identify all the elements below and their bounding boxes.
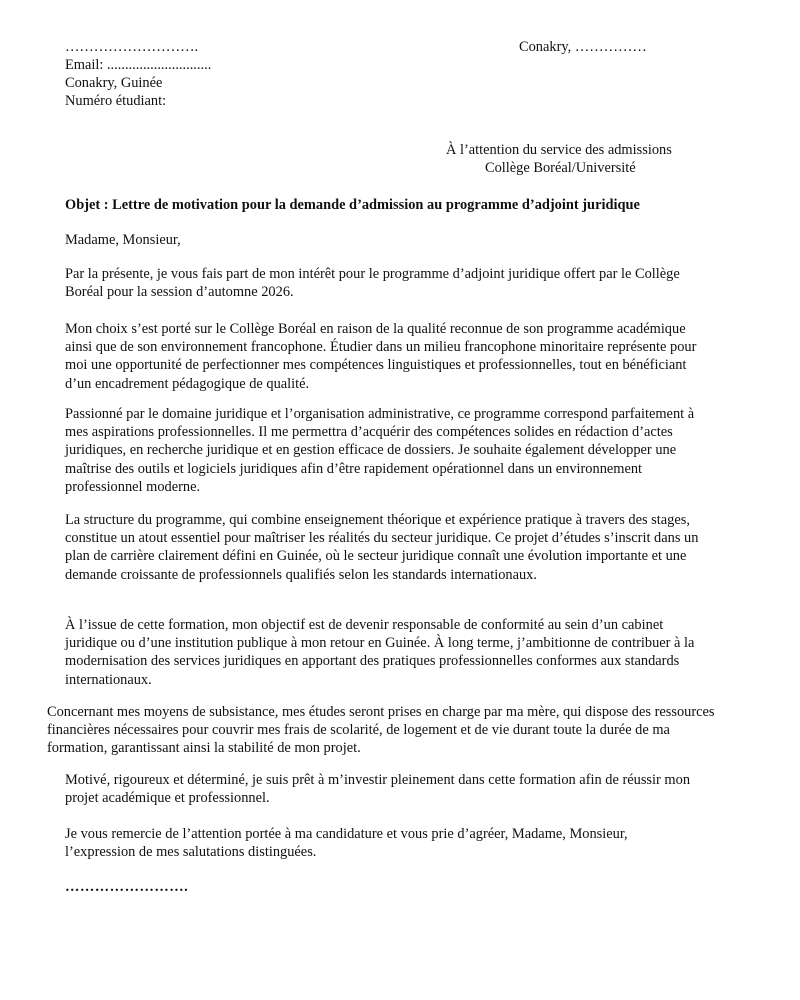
paragraph-motivation: Motivé, rigoureux et déterminé, je suis prêt à m’investir pleinement dans cette formation afin de réussir mon projet académique et professionnel. [65, 772, 691, 807]
subject-line: Objet : Lettre de motivation pour la demande d’admission au programme d’adjoint juridique [65, 197, 640, 213]
paragraph-structure: La structure du programme, qui combine enseignement théorique et expérience pratique à travers des stages, constitue un atout essentiel pour maîtriser les réalités du secteur juridique. Ce projet d’études s’inscrit dans un plan de carrière clairement défini en Guinée, où le secteur juridique connaît une évolution importante et une demande croissante de professionnels qualifiés selon les standards internationaux. [65, 512, 699, 583]
sender-student-number: Numéro étudiant: [65, 93, 167, 109]
signature-placeholder: ……………………. [65, 879, 189, 895]
paragraph-subsistence: Concernant mes moyens de subsistance, mes études seront prises en charge par ma mère, qui dispose des ressources financières nécessaires pour couvrir mes frais de scolarité, de logement et de vie durant toute la durée de ma formation, garantissant ainsi la stabilité de mon projet. [47, 704, 715, 757]
paragraph-objective: À l’issue de cette formation, mon objectif est de devenir responsable de conformité au sein d’un cabinet juridique ou d’une institution publique à mon retour en Guinée. À long terme, j’ambitionne de contribuer à la modernisation des services juridiques en apportant des pratiques professionnelles conformes aux standards internationaux. [65, 617, 695, 688]
salutation: Madame, Monsieur, [65, 232, 181, 248]
recipient-line-2: Collège Boréal/Université [485, 160, 636, 176]
sender-email: Email: ............................. [65, 57, 212, 73]
sender-city: Conakry, Guinée [65, 75, 163, 91]
paragraph-choice: Mon choix s’est porté sur le Collège Boréal en raison de la qualité reconnue de son programme académique ainsi que de son environnement francophone. Étudier dans un milieu francophone minoritaire représente pour moi une opportunité de perfectionner mes compétences linguistiques et professionnelles, tout en bénéficiant d’un encadrement pédagogique de qualité. [65, 321, 697, 392]
paragraph-intro: Par la présente, je vous fais part de mon intérêt pour le programme d’adjoint juridique offert par le Collège Boréal pour la session d’automne 2026. [65, 266, 680, 301]
recipient-line-1: À l’attention du service des admissions [446, 142, 672, 158]
date-line: Conakry, …………… [519, 39, 647, 55]
sender-name-placeholder: ………………………. [65, 39, 199, 55]
paragraph-closing: Je vous remercie de l’attention portée à ma candidature et vous prie d’agréer, Madame, Monsieur, l’expression de mes salutations distinguées. [65, 826, 628, 861]
paragraph-passion: Passionné par le domaine juridique et l’organisation administrative, ce programme correspond parfaitement à mes aspirations professionnelles. Il me permettra d’acquérir des compétences solides en rédaction d’actes juridiques, en recherche juridique et en gestion efficace de dossiers. Je souhaite également développer une maîtrise des outils et logiciels juridiques afin d’être rapidement opérationnel dans un environnement professionnel moderne. [65, 406, 695, 495]
